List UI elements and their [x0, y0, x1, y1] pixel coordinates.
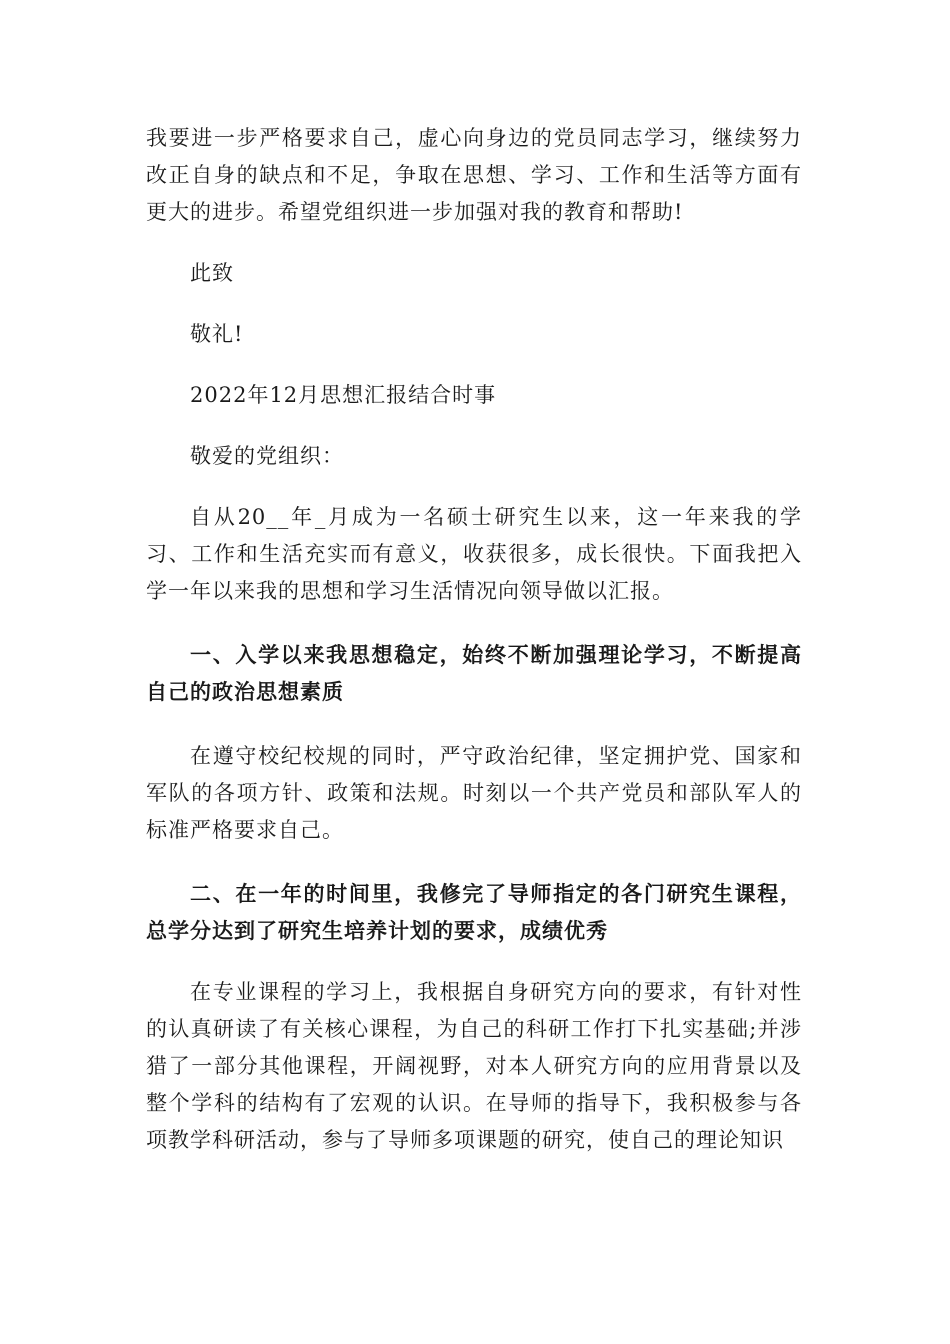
section-2-paragraph: 在专业课程的学习上，我根据自身研究方向的要求，有针对性的认真研读了有关核心课程，为自己的科研工作打下扎实基础;并涉猎了一部分其他课程，开阔视野，对本人研究方向的应用背景以及整个学科的结构有了宏观的认识。在导师的指导下，我积极参与各项教学科研活动，参与了导师多项课题的研究，使自己的理论知识 [146, 980, 802, 1152]
document-body [146, 120, 802, 1159]
salutation-jingli: 敬礼! [190, 322, 244, 346]
document-title: 2022年12月思想汇报结合时事 [190, 383, 497, 407]
closing-paragraph: 我要进一步严格要求自己，虚心向身边的党员同志学习，继续努力改正自身的缺点和不足，争取在思想、学习、工作和生活等方面有更大的进步。希望党组织进一步加强对我的教育和帮助! [146, 126, 802, 224]
section-heading-2: 二、在一年的时间里，我修完了导师指定的各门研究生课程，总学分达到了研究生培养计划的要求，成绩优秀 [146, 882, 802, 943]
section-1-paragraph: 在遵守校纪校规的同时，严守政治纪律，坚定拥护党、国家和军队的各项方针、政策和法规。时刻以一个共产党员和部队军人的标准严格要求自己。 [146, 744, 802, 842]
greeting: 敬爱的党组织： [190, 444, 344, 468]
intro-paragraph: 自从20__年_月成为一名硕士研究生以来，这一年来我的学习、工作和生活充实而有意义，收获很多，成长很快。下面我把入学一年以来我的思想和学习生活情况向领导做以汇报。 [146, 505, 802, 603]
salutation-cizhi: 此致 [190, 261, 234, 285]
section-heading-1: 一、入学以来我思想稳定，始终不断加强理论学习，不断提高自己的政治思想素质 [146, 643, 802, 704]
